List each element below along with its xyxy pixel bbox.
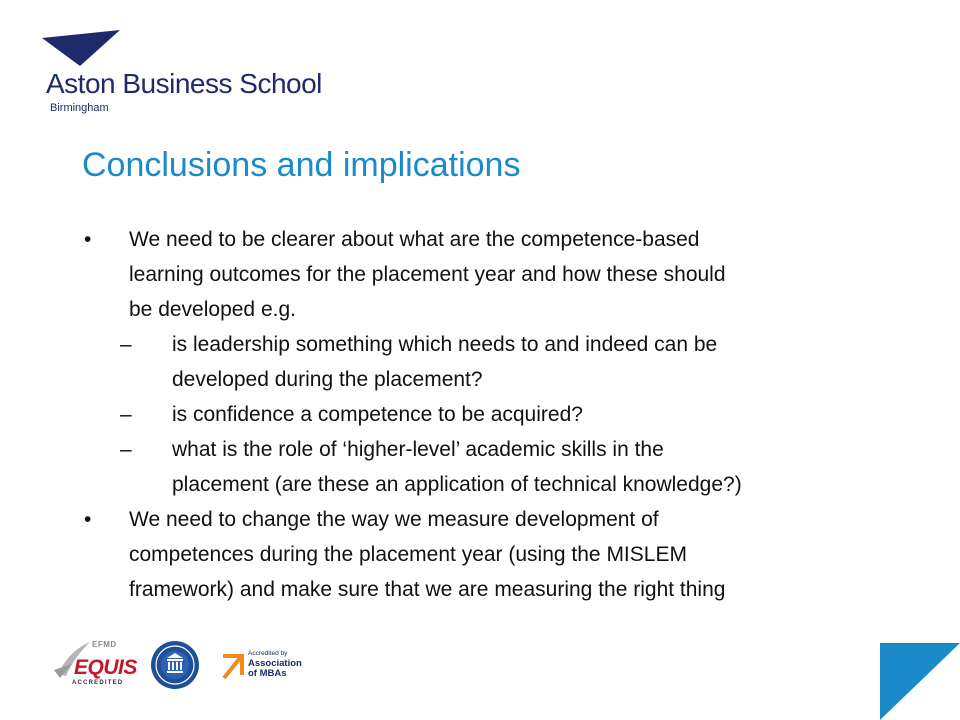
sub-bullet-line: placement (are these an application of technical knowledge?) — [172, 473, 742, 496]
corner-triangle-icon — [880, 643, 960, 720]
bullet-marker: • — [84, 228, 92, 251]
sub-bullet-line: what is the role of ‘higher-level’ academic skills in the — [172, 438, 664, 461]
sub-bullet-text — [172, 432, 902, 502]
equis-accredited-label: ACCREDITED — [72, 680, 124, 686]
efmd-label: EFMD — [92, 640, 117, 649]
bullet-text — [129, 502, 899, 607]
bullet-marker: • — [84, 508, 92, 531]
amba-line1: Association — [248, 658, 302, 669]
amba-small-label: Accredited by — [248, 650, 288, 657]
logo-city: Birmingham — [50, 102, 109, 114]
equis-label: EQUIS — [74, 656, 137, 679]
amba-line2: of MBAs — [248, 668, 287, 679]
bullet-item — [82, 502, 912, 607]
logo-name: Aston Business School — [46, 68, 322, 99]
bullet-line: We need to change the way we measure development of — [129, 508, 659, 531]
bullet-list — [82, 222, 912, 607]
slide-title: Conclusions and implications — [82, 146, 521, 184]
equis-logo — [52, 636, 137, 692]
sub-bullet-line: is confidence a competence to be acquired? — [172, 403, 583, 426]
sub-bullet-text — [172, 397, 902, 432]
sub-bullet-item — [82, 397, 912, 432]
bullet-text — [129, 222, 899, 327]
bullet-item — [82, 222, 912, 327]
dash-marker: – — [120, 438, 132, 461]
sub-bullet-text — [172, 327, 902, 397]
sub-bullet-item — [82, 432, 912, 502]
amba-arrow-icon — [220, 650, 246, 682]
dash-marker: – — [120, 333, 132, 356]
accreditation-seal — [150, 640, 200, 690]
logo-mark-icon — [40, 28, 122, 68]
aston-logo — [40, 28, 320, 118]
bullet-line: be developed e.g. — [129, 298, 296, 321]
amba-name — [248, 659, 302, 679]
sub-bullet-line: is leadership something which needs to and indeed can be — [172, 333, 718, 356]
seal-icon — [150, 640, 200, 690]
bullet-line: learning outcomes for the placement year and how these should — [129, 263, 726, 286]
bullet-line: competences during the placement year (using the MISLEM — [129, 543, 687, 566]
amba-logo — [220, 648, 300, 688]
sub-bullet-line: developed during the placement? — [172, 368, 483, 391]
sub-bullet-item — [82, 327, 912, 397]
dash-marker: – — [120, 403, 132, 426]
bullet-line: framework) and make sure that we are measuring the right thing — [129, 578, 726, 601]
bullet-line: We need to be clearer about what are the competence-based — [129, 228, 700, 251]
